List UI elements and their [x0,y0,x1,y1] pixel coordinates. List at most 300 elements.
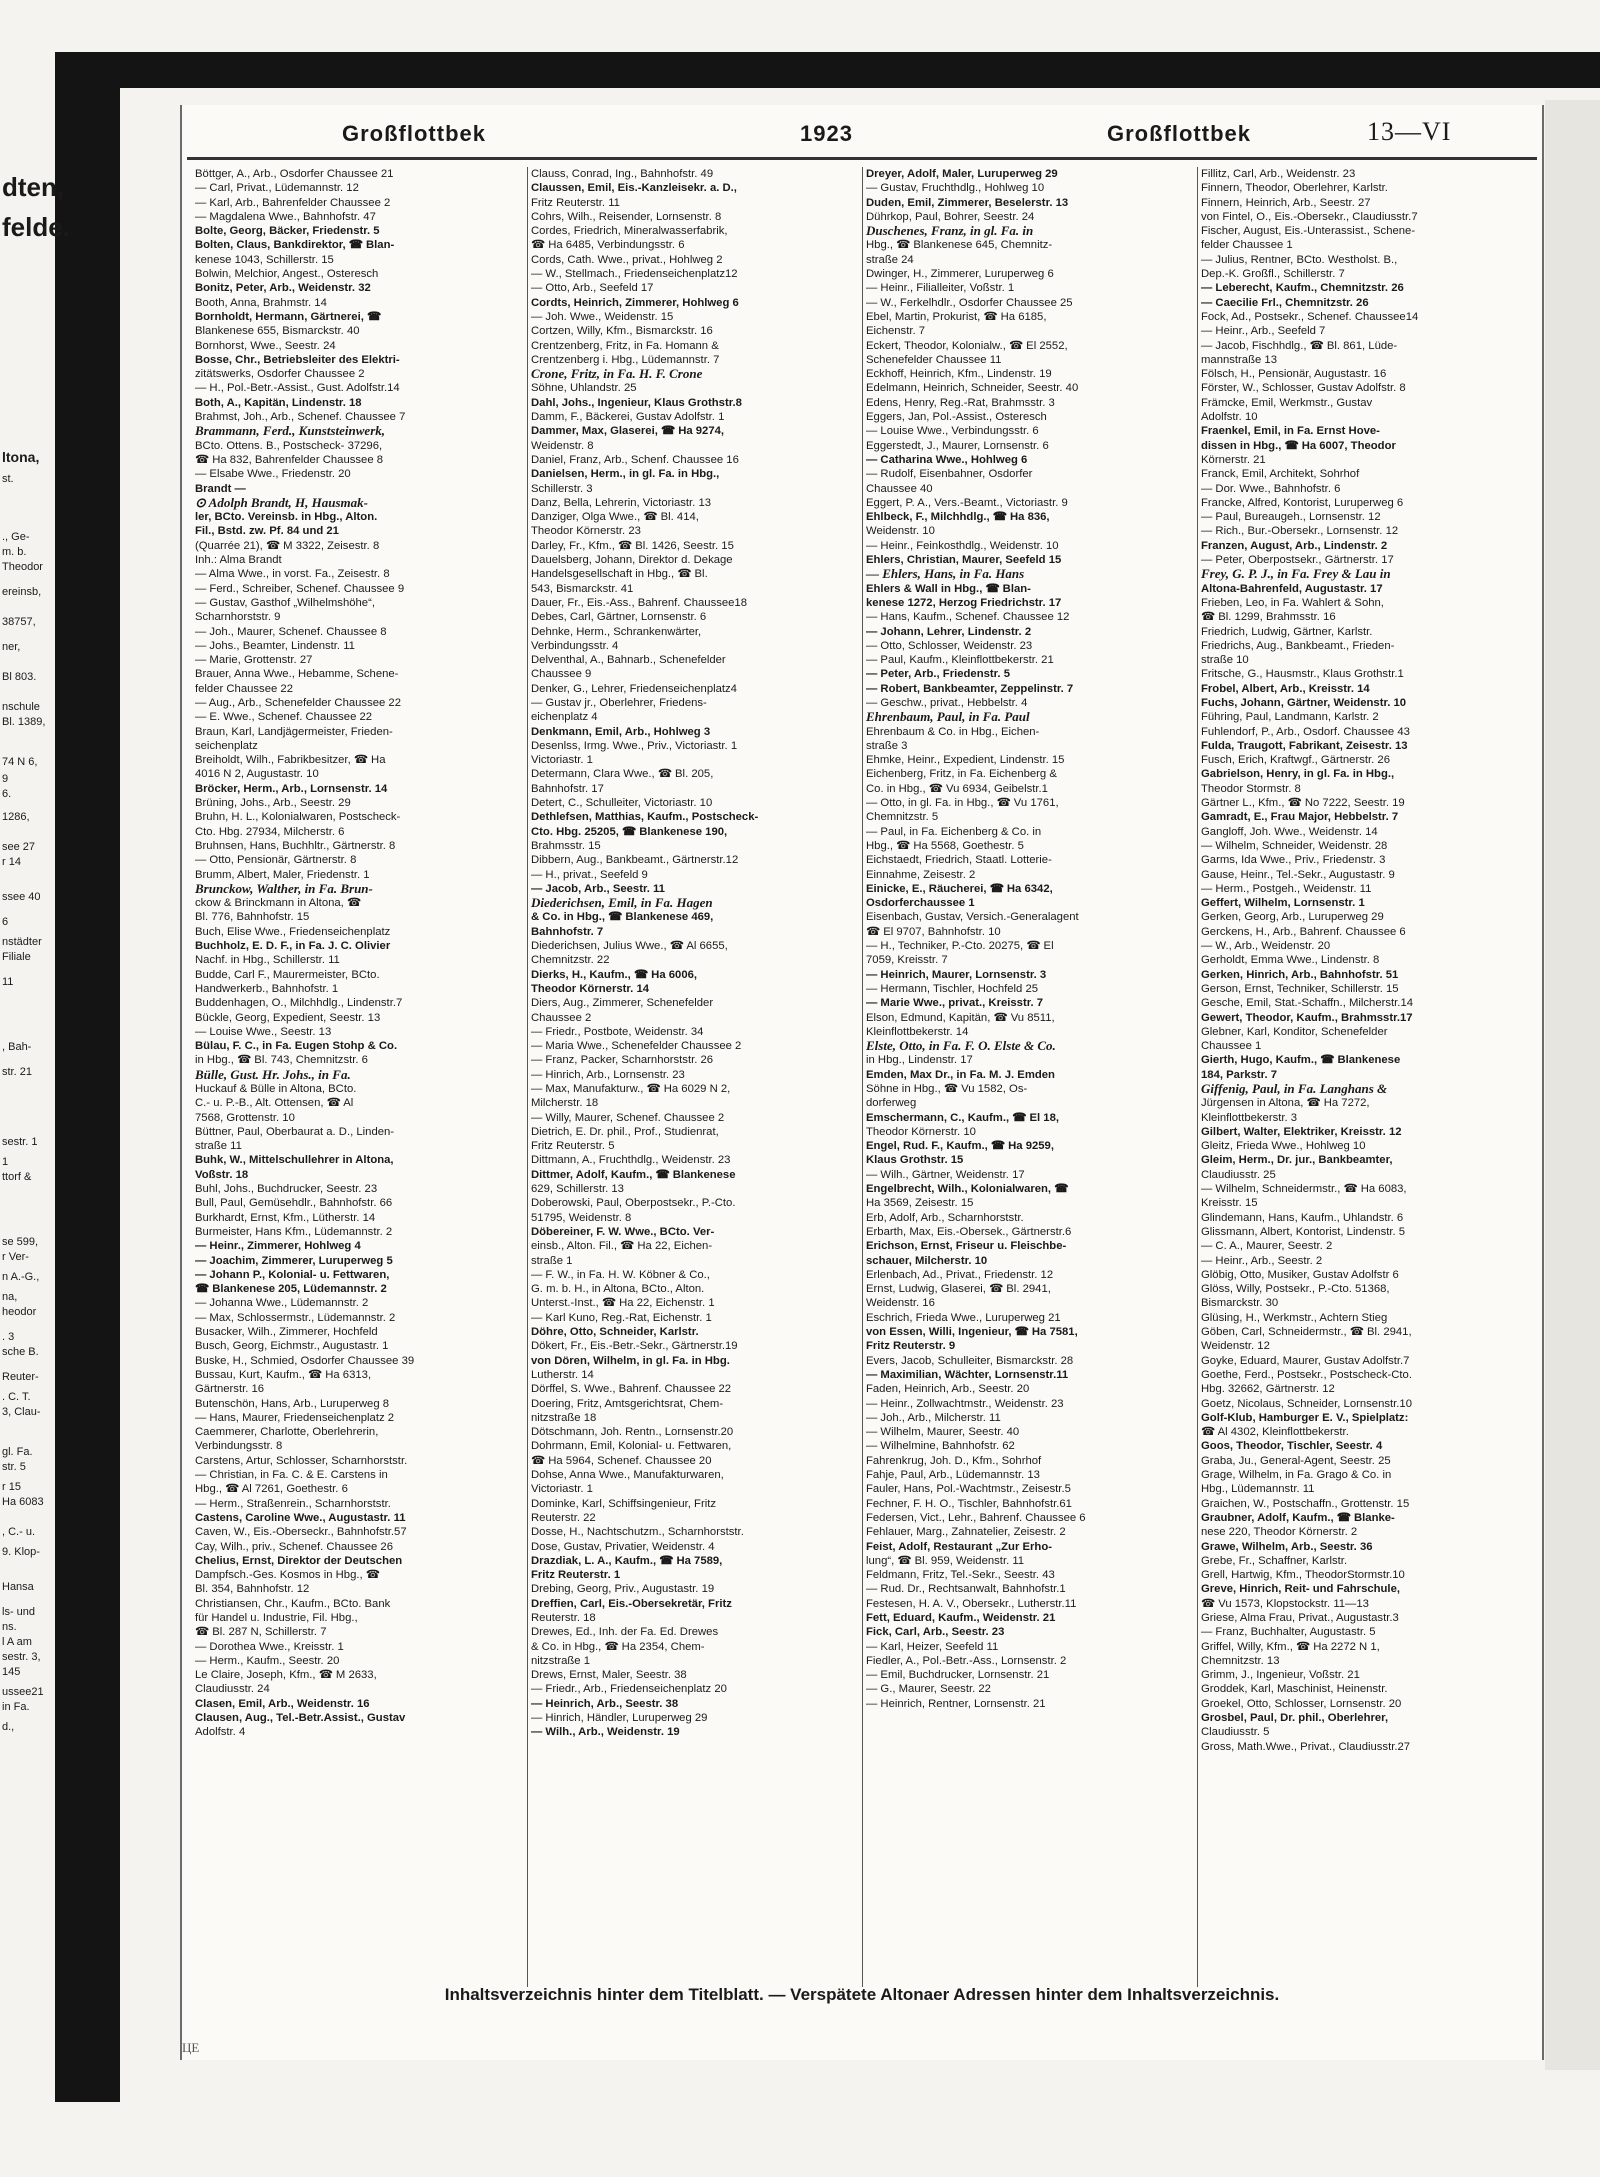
directory-entry: einsb., Alton. Fil., ☎ Ha 22, Eichen- [531,1240,713,1253]
directory-entry: Clasen, Emil, Arb., Weidenstr. 16 [195,1697,370,1710]
directory-entry: — Johann P., Kolonial- u. Fettwaren, [195,1268,390,1281]
directory-entry: Glindemann, Hans, Kaufm., Uhlandstr. 6 [1201,1211,1404,1224]
directory-entry: Cordts, Heinrich, Zimmerer, Hohlweg 6 [531,296,739,309]
directory-entry: Altona-Bahrenfeld, Augustastr. 17 [1201,582,1383,595]
directory-entry: — Joh. Wwe., Weidenstr. 15 [531,310,674,323]
directory-entry: ☎ Bl. 1299, Brahmsstr. 16 [1201,611,1336,624]
directory-entry: Nachf. in Hbg., Schillerstr. 11 [195,954,340,967]
directory-entry: Buchholz, E. D. F., in Fa. J. C. Olivier [195,940,391,953]
directory-entry: Voßstr. 18 [195,1168,249,1181]
directory-entry: von Essen, Willi, Ingenieur, ☎ Ha 7581, [866,1326,1078,1339]
directory-entry: — Heinr., Filialleiter, Voßstr. 1 [866,282,1015,295]
directory-entry: Groekel, Otto, Schlosser, Lornsenstr. 20 [1201,1697,1402,1710]
directory-page [180,105,1544,2060]
directory-entry: Gangloff, Joh. Wwe., Weidenstr. 14 [1201,825,1378,838]
directory-entry: Debes, Carl, Gärtner, Lornsenstr. 6 [531,611,707,624]
directory-entry: Bülau, F. C., in Fa. Eugen Stohp & Co. [195,1040,398,1053]
directory-entry: Hbg., Lüdemannstr. 11 [1201,1483,1315,1496]
directory-entry: Cortzen, Willy, Kfm., Bismarckstr. 16 [531,325,713,338]
directory-entry: nitzstraße 18 [531,1411,597,1424]
directory-entry: Duden, Emil, Zimmerer, Beselerstr. 13 [866,196,1069,209]
directory-entry: — Herm., Postgeh., Weidenstr. 11 [1201,882,1372,895]
directory-entry: — Rich., Bur.-Obersekr., Lornsenstr. 12 [1201,525,1399,538]
directory-entry: Carstens, Artur, Schlosser, Scharnhorststr. [195,1454,408,1467]
directory-entry: Lutherstr. 14 [531,1368,594,1381]
directory-entry: Inh.: Alma Brandt [195,554,282,567]
directory-entry: — Otto, Schlosser, Weidenstr. 23 [866,639,1033,652]
fragment-text: 6. [2,788,12,800]
directory-entry: Bull, Paul, Gemüsehdlr., Bahnhofstr. 66 [195,1197,393,1210]
directory-entry: eichenplatz 4 [531,711,598,724]
directory-entry: Dierks, H., Kaufm., ☎ Ha 6006, [531,968,698,981]
fragment-text: ls- und [2,1606,36,1618]
directory-entry: Dauelsberg, Johann, Direktor d. Dekage [531,554,733,567]
directory-entry: Feist, Adolf, Restaurant „Zur Erho- [866,1540,1052,1553]
directory-entry: — Rudolf, Eisenbahner, Osdorfer [866,468,1033,481]
directory-entry: Bosse, Chr., Betriebsleiter des Elektri- [195,353,400,366]
directory-entry: — Wilhelm, Schneidermstr., ☎ Ha 6083, [1201,1183,1407,1196]
directory-entry: Fauler, Hans, Pol.-Wachtmstr., Zeisestr.5 [866,1483,1071,1496]
directory-entry: mannstraße 13 [1201,353,1277,366]
directory-entry: Goetz, Nicolaus, Schneider, Lornsenstr.10 [1201,1397,1412,1410]
directory-entry: — Johanna Wwe., Lüdemannstr. 2 [195,1297,369,1310]
directory-entry: Busch, Georg, Eichmstr., Augustastr. 1 [195,1340,389,1353]
directory-entry: 51795, Weidenstr. 8 [531,1211,632,1224]
directory-entry: — H., Pol.-Betr.-Assist., Gust. Adolfstr.14 [195,382,400,395]
directory-entry: — Joh., Arb., Milcherstr. 11 [866,1411,1001,1424]
directory-entry: Ha 3569, Zeisestr. 15 [866,1197,974,1210]
directory-entry: Bolten, Claus, Bankdirektor, ☎ Blan- [195,239,395,252]
fragment-text: Reuter- [2,1371,39,1383]
directory-entry: — Ferd., Schreiber, Schenef. Chaussee 9 [195,582,405,595]
directory-entry: — H., Techniker, P.-Cto. 20275, ☎ El [866,940,1054,953]
fragment-text: , C.- u. [2,1526,36,1538]
fragment-text: ., Ge- [2,531,30,543]
directory-entry: — Peter, Arb., Friedenstr. 5 [866,668,1010,681]
directory-entry: — Otto, Arb., Seefeld 17 [531,282,654,295]
directory-entry: Friedrichs, Aug., Bankbeamt., Frieden- [1201,639,1395,652]
directory-entry: — Wilh., Arb., Weidenstr. 19 [531,1726,680,1739]
directory-entry: — Geschw., privat., Hebbelstr. 4 [866,696,1028,709]
directory-entry: — Marie, Grottenstr. 27 [195,654,313,667]
directory-entry: Kleinflottbekerstr. 3 [1201,1111,1298,1124]
fragment-text: str. 21 [2,1066,32,1078]
fragment-text: . C. T. [2,1391,31,1403]
directory-entry: Dethlefsen, Matthias, Kaufm., Postscheck- [531,811,759,824]
directory-entry: Goos, Theodor, Tischler, Seestr. 4 [1201,1440,1383,1453]
directory-entry: Fahrenkrug, Joh. D., Kfm., Sohrhof [866,1454,1042,1467]
directory-entry: Gabrielson, Henry, in gl. Fa. in Hbg., [1201,768,1395,781]
fragment-text: gl. Fa. [2,1446,33,1458]
directory-entry: Eichenstr. 7 [866,325,926,338]
directory-entry: Ebel, Martin, Prokurist, ☎ Ha 6185, [866,310,1047,323]
directory-entry: Gleitz, Frieda Wwe., Hohlweg 10 [1201,1140,1366,1153]
directory-entry: Göben, Carl, Schneidermstr., ☎ Bl. 2941, [1201,1326,1412,1339]
directory-entry: Danielsen, Herm., in gl. Fa. in Hbg., [531,468,720,481]
directory-entry: Ehrenbaum, Paul, in Fa. Paul [866,710,1030,725]
directory-entry: Drazdiak, L. A., Kaufm., ☎ Ha 7589, [531,1554,723,1567]
directory-entry: Fock, Ad., Postsekr., Schenef. Chaussee14 [1201,310,1419,323]
directory-entry: Feldmann, Fritz, Tel.-Sekr., Seestr. 43 [866,1569,1055,1582]
directory-entry: Victoriastr. 1 [531,754,593,767]
directory-entry: Dosse, H., Nachtschutzm., Scharnhorststr. [531,1526,744,1539]
directory-entry: Garms, Ida Wwe., Priv., Friedenstr. 3 [1201,854,1386,867]
directory-entry: Främcke, Emil, Werkmstr., Gustav [1201,396,1373,409]
directory-entry: Griffel, Willy, Kfm., ☎ Ha 2272 N 1, [1201,1640,1380,1653]
fragment-text: r Ver- [2,1251,29,1263]
directory-entry: Friedrich, Ludwig, Gärtner, Karlstr. [1201,625,1373,638]
directory-entry: — Heinr., Zollwachtmstr., Weidenstr. 23 [866,1397,1064,1410]
directory-entry: — Willy, Maurer, Schenef. Chaussee 2 [531,1111,725,1124]
directory-entry: — Heinr., Zimmerer, Hohlweg 4 [195,1240,361,1253]
directory-entry: felder Chaussee 1 [1201,239,1293,252]
directory-entry: Grosbel, Paul, Dr. phil., Oberlehrer, [1201,1712,1389,1725]
directory-entry: Le Claire, Joseph, Kfm., ☎ M 2633, [195,1669,377,1682]
directory-entry: Eckhoff, Heinrich, Kfm., Lindenstr. 19 [866,368,1052,381]
directory-entry: Fett, Eduard, Kaufm., Weidenstr. 21 [866,1611,1056,1624]
directory-entry: — Wilhelm, Schneider, Weidenstr. 28 [1201,839,1388,852]
directory-entry: straße 10 [1201,654,1249,667]
directory-entry: — Paul, Kaufm., Kleinflottbekerstr. 21 [866,654,1054,667]
directory-entry: — Dor. Wwe., Bahnhofstr. 6 [1201,482,1341,495]
directory-entry: Grell, Hartwig, Kfm., TheodorStormstr.10 [1201,1569,1405,1582]
directory-entry: — W., Arb., Weidenstr. 20 [1201,940,1331,953]
directory-entry: Eschrich, Frieda Wwe., Luruperweg 21 [866,1311,1061,1324]
fragment-text: l A am [2,1636,32,1648]
fragment-text: , Bah- [2,1041,32,1053]
directory-entry: Cordes, Friedrich, Mineralwasserfabrik, [531,225,728,238]
fragment-text: Theodor [2,561,43,573]
directory-entry: Cto. Hbg. 27934, Milcherstr. 6 [195,825,345,838]
directory-entry: Gewert, Theodor, Kaufm., Brahmsstr.17 [1201,1011,1413,1024]
directory-entry: Bahnhofstr. 7 [531,925,604,938]
adjacent-page-fragment [0,160,110,2060]
directory-entry: Geffert, Wilhelm, Lornsenstr. 1 [1201,897,1365,910]
directory-entry: Grebe, Fr., Schaffner, Karlstr. [1201,1554,1348,1567]
directory-entry: Bl. 354, Bahnhofstr. 12 [195,1583,310,1596]
directory-entry: Denkmann, Emil, Arb., Hohlweg 3 [531,725,711,738]
directory-entry: Dührkop, Paul, Bohrer, Seestr. 24 [866,210,1035,223]
directory-entry: Golf-Klub, Hamburger E. V., Spielplatz: [1201,1411,1409,1424]
directory-entry: — W., Stellmach., Friedenseichenplatz12 [531,268,738,281]
directory-entry: dorferweg [866,1097,917,1110]
directory-entry: & Co. in Hbg., ☎ Blankenese 469, [531,911,714,924]
fragment-text: . 3 [2,1331,15,1343]
directory-entry: ckow & Brinckmann in Altona, ☎ [195,897,362,910]
directory-entry: Clauss, Conrad, Ing., Bahnhofstr. 49 [531,168,714,180]
directory-entry: Fuhlendorf, P., Arb., Osdorf. Chaussee 43 [1201,725,1410,738]
directory-entry: felder Chaussee 22 [195,682,293,695]
directory-entry: 7568, Grottenstr. 10 [195,1111,295,1124]
directory-entry: BCto. Ottens. B., Postscheck- 37296, [195,439,383,452]
directory-entry: Buske, H., Schmied, Osdorfer Chaussee 39 [195,1354,415,1367]
directory-entry: — Robert, Bankbeamter, Zeppelinstr. 7 [866,682,1074,695]
directory-entry: Faden, Heinrich, Arb., Seestr. 20 [866,1383,1030,1396]
directory-entry: Clausen, Aug., Tel.-Betr.Assist., Gustav [195,1712,406,1725]
directory-entry: Diederichsen, Julius Wwe., ☎ Al 6655, [531,940,728,953]
directory-entry: schauer, Milcherstr. 10 [866,1254,988,1267]
directory-entry: Erbarth, Max, Eis.-Obersek., Gärtnerstr.6 [866,1225,1072,1238]
directory-entry: 543, Bismarckstr. 41 [531,582,634,595]
directory-entry: — W., Ferkelhdlr., Osdorfer Chaussee 25 [866,296,1073,309]
directory-entry: Adolfstr. 4 [195,1726,246,1739]
header-rule [187,157,1537,160]
directory-entry: Handwerkerb., Bahnhofstr. 1 [195,982,339,995]
directory-entry: Groddek, Karl, Maschinist, Heinenstr. [1201,1683,1388,1696]
directory-entry: Bückle, Georg, Expedient, Seestr. 13 [195,1011,381,1024]
directory-entry: — Emil, Buchdrucker, Lornsenstr. 21 [866,1669,1050,1682]
directory-entry: Weidenstr. 16 [866,1297,935,1310]
directory-entry: straße 1 [531,1254,573,1267]
header-right-title: Großflottbek [1107,121,1251,146]
directory-entry: Theodor Körnerstr. 23 [531,525,641,538]
directory-entry: — Herm., Kaufm., Seestr. 20 [195,1654,340,1667]
directory-entry: — Johs., Beamter, Lindenstr. 11 [195,639,355,652]
directory-entry: kenese 1272, Herzog Friedrichstr. 17 [866,596,1062,609]
directory-entry: Bruhnsen, Hans, Buchhltr., Gärtnerstr. 8 [195,839,396,852]
directory-entry: Bruhn, H. L., Kolonialwaren, Postscheck- [195,811,401,824]
directory-entry: Fritsche, G., Hausmstr., Klaus Grothstr.1 [1201,668,1404,681]
directory-entry: Franck, Emil, Architekt, Sohrhof [1201,468,1360,481]
directory-entry: Einicke, E., Räucherei, ☎ Ha 6342, [866,882,1053,895]
directory-entry: — E. Wwe., Schenef. Chaussee 22 [195,711,373,724]
directory-entry: Grimm, J., Ingenieur, Voßstr. 21 [1201,1669,1360,1682]
directory-entry: lung“, ☎ Bl. 959, Weidenstr. 11 [866,1554,1025,1567]
directory-entry: Dep.-K. Großfl., Schillerstr. 7 [1201,268,1345,281]
directory-entry: — Magdalena Wwe., Bahnhofstr. 47 [195,210,376,223]
directory-entry: Goyke, Eduard, Maurer, Gustav Adolfstr.7 [1201,1354,1410,1367]
directory-entry: Bornholdt, Hermann, Gärtnerei, ☎ [195,310,382,323]
fragment-text: Bl 803. [2,671,37,683]
directory-entry: Edens, Henry, Reg.-Rat, Brahmsstr. 3 [866,396,1055,409]
fragment-text: sestr. 3, [2,1651,41,1663]
directory-entry: nese 220, Theodor Körnerstr. 2 [1201,1526,1358,1539]
directory-entry: Fölsch, H., Pensionär, Augustastr. 16 [1201,368,1387,381]
fragment-text: ttorf & [2,1171,32,1183]
directory-entry: Evers, Jacob, Schulleiter, Bismarckstr. 28 [866,1354,1074,1367]
fragment-text: st. [2,473,14,485]
directory-entry: Booth, Anna, Brahmstr. 14 [195,296,327,309]
directory-entry: Burmeister, Hans Kfm., Lüdemannstr. 2 [195,1225,393,1238]
directory-entry: Gärtner L., Kfm., ☎ No 7222, Seestr. 19 [1201,797,1405,810]
fragment-text: str. 5 [2,1461,26,1473]
directory-entry: Graubner, Adolf, Kaufm., ☎ Blanke- [1201,1511,1395,1524]
directory-entry: straße 3 [866,739,908,752]
directory-entry: Damm, F., Bäckerei, Gustav Adolfstr. 1 [531,411,725,424]
column-2 [527,167,861,1987]
directory-entry: Brahmst, Joh., Arb., Schenef. Chaussee 7 [195,411,406,424]
fragment-text: ussee21 [2,1686,44,1698]
directory-entry: Chaussee 2 [531,1011,592,1024]
directory-entry: Glissmann, Albert, Kontorist, Lindenstr. 5 [1201,1225,1406,1238]
directory-entry: — Paul, Bureaugeh., Lornsenstr. 12 [1201,511,1381,524]
directory-entry: Diers, Aug., Zimmerer, Schenefelder [531,997,714,1010]
directory-entry: — Wilhelm, Maurer, Seestr. 40 [866,1426,1020,1439]
directory-entry: Gerckens, H., Arb., Bahrenf. Chaussee 6 [1201,925,1406,938]
directory-entry: Ehlers & Wall in Hbg., ☎ Blan- [866,582,1031,595]
directory-entry: — Heinr., Arb., Seefeld 7 [1201,325,1326,338]
directory-entry: Gleim, Herm., Dr. jur., Bankbeamter, [1201,1154,1393,1167]
directory-entry: — Paul, in Fa. Eichenberg & Co. in [866,825,1042,838]
directory-entry: Bülle, Gust. Hr. Johs., in Fa. [195,1067,351,1082]
directory-entry: Griese, Alma Frau, Privat., Augustastr.3 [1201,1611,1399,1624]
directory-entry: — Gustav, Gasthof „Wilhelmshöhe“, [195,596,375,609]
directory-entry: Büttner, Paul, Oberbaurat a. D., Linden- [195,1125,395,1138]
directory-entry: Engelbrecht, Wilh., Kolonialwaren, ☎ [866,1183,1069,1196]
directory-entry: Elste, Otto, in Fa. F. O. Elste & Co. [866,1039,1056,1054]
directory-entry: — H., privat., Seefeld 9 [531,868,648,881]
directory-entry: Cords, Cath. Wwe., privat., Hohlweg 2 [531,253,723,266]
directory-entry: Gause, Heinr., Tel.-Sekr., Augustastr. 9 [1201,868,1395,881]
directory-entry: Dehnke, Herm., Schrankenwärter, [531,625,702,638]
directory-entry: 7059, Kreisstr. 7 [866,954,948,967]
fragment-text: 38757, [2,616,36,628]
directory-entry: Kleinflottbekerstr. 14 [866,1025,969,1038]
page-footer: Inhaltsverzeichnis hinter dem Titelblatt. — Verspätete Altonaer Adressen hinter dem Inhaltsverzeichnis. [444,1985,1280,2004]
directory-entry: kenese 1043, Schillerstr. 15 [195,253,334,266]
fragment-text: 9 [2,773,9,785]
page-header [182,115,1542,155]
directory-entry: Verbindungsstr. 4 [531,639,619,652]
directory-entry: — Joachim, Zimmerer, Luruperweg 5 [195,1254,393,1267]
directory-entry: Crentzenberg, Fritz, in Fa. Homann & [531,339,719,352]
fragment-text: r 15 [2,1481,21,1493]
directory-entry: — Friedr., Postbote, Weidenstr. 34 [531,1025,704,1038]
directory-entry: — Maximilian, Wächter, Lornsenstr.11 [866,1368,1069,1381]
directory-entry: — Marie Wwe., privat., Kreisstr. 7 [866,997,1044,1010]
directory-entry: Finnern, Heinrich, Arb., Seestr. 27 [1201,196,1371,209]
directory-entry: Greve, Hinrich, Reit- und Fahrschule, [1201,1583,1400,1596]
directory-entry: Fechner, F. H. O., Tischler, Bahnhofstr.61 [866,1497,1072,1510]
directory-entry: Bussau, Kurt, Kaufm., ☎ Ha 6313, [195,1368,372,1381]
directory-entry: Dose, Gustav, Privatier, Weidenstr. 4 [531,1540,715,1553]
directory-entry: Buch, Elise Wwe., Friedenseichenplatz [195,925,391,938]
directory-entry: Emschermann, C., Kaufm., ☎ El 18, [866,1111,1059,1124]
directory-entry: — Louise Wwe., Seestr. 13 [195,1025,332,1038]
directory-entry: von Dören, Wilhelm, in gl. Fa. in Hbg. [531,1354,730,1367]
directory-entry: Dauer, Fr., Eis.-Ass., Bahrenf. Chaussee18 [531,596,747,609]
directory-entry: Budde, Carl F., Maurermeister, BCto. [195,968,380,981]
directory-entry: Desenlss, Irmg. Wwe., Priv., Victoriastr. 1 [531,739,738,752]
directory-entry: Dahl, Johs., Ingenieur, Klaus Grothstr.8 [531,396,742,409]
directory-entry: Engel, Rud. F., Kaufm., ☎ Ha 9259, [866,1140,1054,1153]
directory-entry: ☎ Ha 5964, Schenef. Chaussee 20 [531,1454,712,1467]
fragment-text: 145 [2,1666,21,1678]
directory-entry: Gerken, Hinrich, Arb., Bahnhofstr. 51 [1201,968,1399,981]
fragment-text: 3, Clau- [2,1406,41,1418]
directory-entry: Drewes, Ed., Inh. der Fa. Ed. Drewes [531,1626,719,1639]
directory-entry: zitätswerks, Osdorfer Chaussee 2 [195,368,365,381]
directory-entry: Butenschön, Hans, Arb., Luruperweg 8 [195,1397,390,1410]
directory-entry: Ehlers, Christian, Maurer, Seefeld 15 [866,554,1062,567]
directory-entry: Brandt — [195,482,246,495]
directory-entry: — Hans, Maurer, Friedenseichenplatz 2 [195,1411,395,1424]
directory-entry: Darley, Fr., Kfm., ☎ Bl. 1426, Seestr. 15 [531,539,734,552]
column-3 [862,167,1196,1987]
directory-entry: Reuterstr. 18 [531,1611,596,1624]
directory-entry: — Wilh., Gärtner, Weidenstr. 17 [866,1168,1025,1181]
directory-entry: — F. W., in Fa. H. W. Köbner & Co., [531,1268,710,1281]
directory-entry: Bolte, Georg, Bäcker, Friedenstr. 5 [195,225,380,238]
directory-entry: Buddenhagen, O., Milchhdlg., Lindenstr.7 [195,997,403,1010]
directory-entry: — C. A., Maurer, Seestr. 2 [1201,1240,1333,1253]
directory-entry: Erlenbach, Ad., Privat., Friedenstr. 12 [866,1268,1054,1281]
directory-entry: Drebing, Georg, Priv., Augustastr. 19 [531,1583,715,1596]
directory-entry: 184, Parkstr. 7 [1201,1068,1278,1081]
directory-entry: Eisenbach, Gustav, Versich.-Generalagent [866,911,1079,924]
directory-entry: Chaussee 40 [866,482,933,495]
directory-entry: Fil., Bstd. zw. Pf. 84 und 21 [195,525,339,538]
directory-entry: Gamradt, E., Frau Major, Hebbelstr. 7 [1201,811,1399,824]
directory-entry: Adolfstr. 10 [1201,411,1258,424]
directory-entry: G. m. b. H., in Altona, BCto., Alton. [531,1283,705,1296]
directory-entry: Denker, G., Lehrer, Friedenseichenplatz4 [531,682,737,695]
directory-entry: — Gustav jr., Oberlehrer, Friedens- [531,696,707,709]
directory-entry: Körnerstr. 21 [1201,453,1266,466]
directory-entry: Gerholdt, Emma Wwe., Lindenstr. 8 [1201,954,1380,967]
directory-entry: Doering, Fritz, Amtsgerichtsrat, Chem- [531,1397,724,1410]
directory-entry: Brammann, Ferd., Kunststeinwerk, [195,424,385,439]
fragment-text: Filiale [2,951,31,963]
directory-entry: — Karl, Heizer, Seefeld 11 [866,1640,999,1653]
directory-entry: Claudiusstr. 25 [1201,1168,1276,1181]
directory-entry: Ehlbeck, F., Milchhdlg., ☎ Ha 836, [866,511,1050,524]
directory-entry: Söhne, Uhlandstr. 25 [531,382,637,395]
directory-entry: Bolwin, Melchior, Angest., Osteresch [195,268,379,281]
directory-entry: Dominke, Karl, Schiffsingenieur, Fritz [531,1497,717,1510]
fragment-text: 9. Klop- [2,1546,40,1558]
directory-entry: Gerken, Georg, Arb., Luruperweg 29 [1201,911,1384,924]
directory-entry: Dwinger, H., Zimmerer, Luruperweg 6 [866,268,1054,281]
directory-entry: Busacker, Wilh., Zimmerer, Hochfeld [195,1326,378,1339]
directory-entry: Dökert, Fr., Eis.-Betr.-Sekr., Gärtnerstr.19 [531,1340,738,1353]
directory-entry: Eichstaedt, Friedrich, Staatl. Lotterie- [866,854,1052,867]
directory-entry: — Aug., Arb., Schenefelder Chaussee 22 [195,696,401,709]
directory-entry: — Dorothea Wwe., Kreisstr. 1 [195,1640,344,1653]
directory-entry: Söhne in Hbg., ☎ Vu 1582, Os- [866,1083,1028,1095]
directory-entry: Brumm, Albert, Maler, Friedenstr. 1 [195,868,370,881]
directory-entry: Fusch, Erich, Kraftwgf., Gärtnerstr. 26 [1201,754,1390,767]
directory-entry: — Heinrich, Rentner, Lornsenstr. 21 [866,1697,1046,1710]
directory-entry: Grawe, Wilhelm, Arb., Seestr. 36 [1201,1540,1373,1553]
directory-entry: Federsen, Vict., Lehr., Bahrenf. Chaussee 6 [866,1511,1086,1524]
directory-entry: — Wilhelmine, Bahnhofstr. 62 [866,1440,1015,1453]
directory-entry: — Christian, in Fa. C. & E. Carstens in [195,1469,388,1482]
directory-entry: Dietrich, E. Dr. phil., Prof., Studienrat, [531,1125,719,1138]
directory-entry: Brüning, Johs., Arb., Seestr. 29 [195,797,351,810]
directory-entry: Eggers, Jan, Pol.-Assist., Osteresch [866,411,1047,424]
directory-entry: Finnern, Theodor, Oberlehrer, Karlstr. [1201,182,1388,195]
directory-entry: Gärtnerstr. 16 [195,1383,265,1396]
directory-entry: Dammer, Max, Glaserei, ☎ Ha 9274, [531,425,725,438]
directory-entry: — G., Maurer, Seestr. 22 [866,1683,991,1696]
fragment-text: ereinsb, [2,586,42,598]
directory-entry: Döhre, Otto, Schneider, Karlstr. [531,1326,699,1339]
directory-entry: — Maria Wwe., Schenefelder Chaussee 2 [531,1040,742,1053]
directory-entry: Theodor Körnerstr. 10 [866,1125,976,1138]
directory-entry: Giffenig, Paul, in Fa. Langhans & [1201,1082,1388,1096]
directory-entry: — Otto, in gl. Fa. in Hbg., ☎ Vu 1761, [866,797,1059,810]
directory-entry: Chemnitzstr. 5 [866,811,939,824]
fragment-text: heodor [2,1306,37,1318]
directory-entry: Elson, Edmund, Kapitän, ☎ Vu 8511, [866,1011,1055,1024]
directory-entry: Blankenese 655, Bismarckstr. 40 [195,325,360,338]
directory-entry: Bonitz, Peter, Arb., Weidenstr. 32 [195,282,371,295]
directory-entry: — Franz, Buchhalter, Augustastr. 5 [1201,1626,1376,1639]
directory-entry: Brahmsstr. 15 [531,839,601,852]
directory-entry: Dörffel, S. Wwe., Bahrenf. Chaussee 22 [531,1383,732,1396]
directory-entry: Fritz Reuterstr. 1 [531,1569,621,1582]
